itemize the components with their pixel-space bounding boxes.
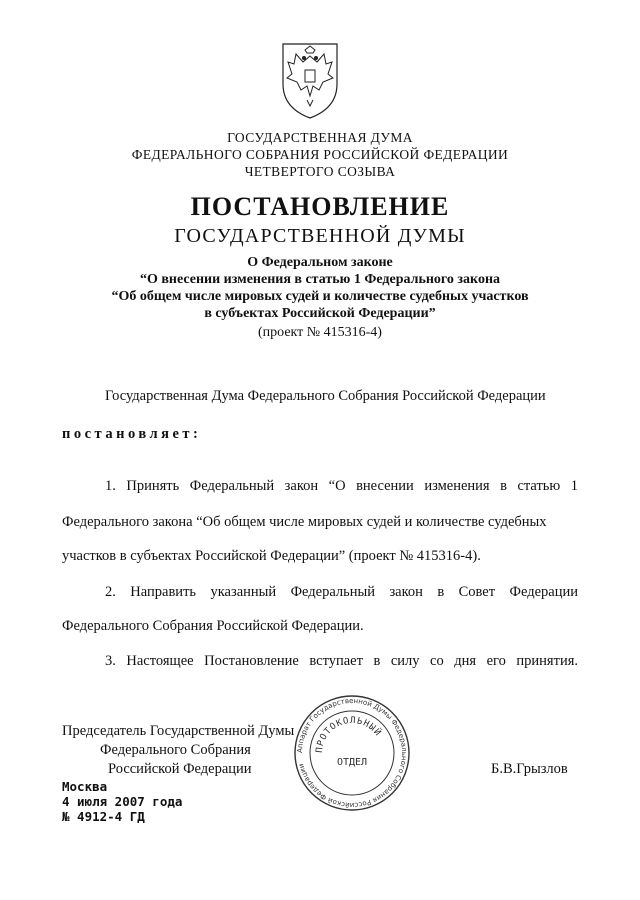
header-line-1: ГОСУДАРСТВЕННАЯ ДУМА: [227, 130, 413, 145]
round-stamp: [292, 693, 412, 813]
header-line-2: ФЕДЕРАЛЬНОГО СОБРАНИЯ РОССИЙСКОЙ ФЕДЕРАЦИИ: [131, 147, 509, 162]
law-title-line-4: в субъектах Российской Федерации”: [204, 306, 436, 321]
item-2-line-1: 2. Направить указанный Федеральный закон в Совет Федерации: [105, 584, 578, 600]
stamp-center-text: ОТДЕЛ: [336, 757, 368, 768]
svg-text:ПРОТОКОЛЬНЫЙ: [315, 716, 385, 753]
law-title-line-3: “Об общем числе мировых судей и количестве судебных участков: [111, 289, 529, 304]
document-date: 4 июля 2007 года: [62, 794, 183, 809]
law-title-line-2: “О внесении изменения в статью 1 Федерального закона: [139, 272, 501, 287]
document-city: Москва: [62, 779, 108, 794]
resolves-text: постановляет:: [62, 426, 202, 442]
item-2-line-2: Федерального Собрания Российской Федерации.: [62, 618, 364, 634]
signer-role-line-1: Председатель Государственной Думы: [62, 723, 295, 739]
stamp-inner-text: ПРОТОКОЛЬНЫЙ: [314, 715, 383, 754]
header-line-3: ЧЕТВЕРТОГО СОЗЫВА: [244, 164, 396, 179]
document-number: № 4912-4 ГД: [62, 809, 145, 824]
signer-role-line-2: Федерального Собрания: [100, 742, 251, 758]
coat-of-arms-emblem: [277, 38, 343, 120]
item-1-line-3: участков в субъектах Российской Федерации” (проект № 415316-4).: [62, 548, 481, 564]
signer-role-line-3: Российской Федерации: [108, 761, 252, 777]
signer-name: Б.В.Грызлов: [491, 761, 568, 777]
law-title-line-1: О Федеральном законе: [247, 255, 393, 270]
document-subtitle: ГОСУДАРСТВЕННОЙ ДУМЫ: [174, 225, 466, 247]
item-1-line-1: 1. Принять Федеральный закон “О внесении изменения в статью 1: [105, 478, 578, 494]
svg-text:Аппарат Государственной Думы Ф: [296, 697, 408, 809]
item-3-line-1: 3. Настоящее Постановление вступает в силу со дня его принятия.: [105, 653, 578, 669]
item-1-line-2: Федерального закона “Об общем числе мировых судей и количестве судебных: [62, 514, 547, 530]
stamp-outer-text: Аппарат Государственной Думы Федерального Собрания Российской Федерации: [295, 696, 409, 810]
project-number: (проект № 415316-4): [258, 325, 382, 340]
document-title: ПОСТАНОВЛЕНИЕ: [190, 192, 450, 221]
preamble-text: Государственная Дума Федерального Собрания Российской Федерации: [105, 388, 546, 404]
